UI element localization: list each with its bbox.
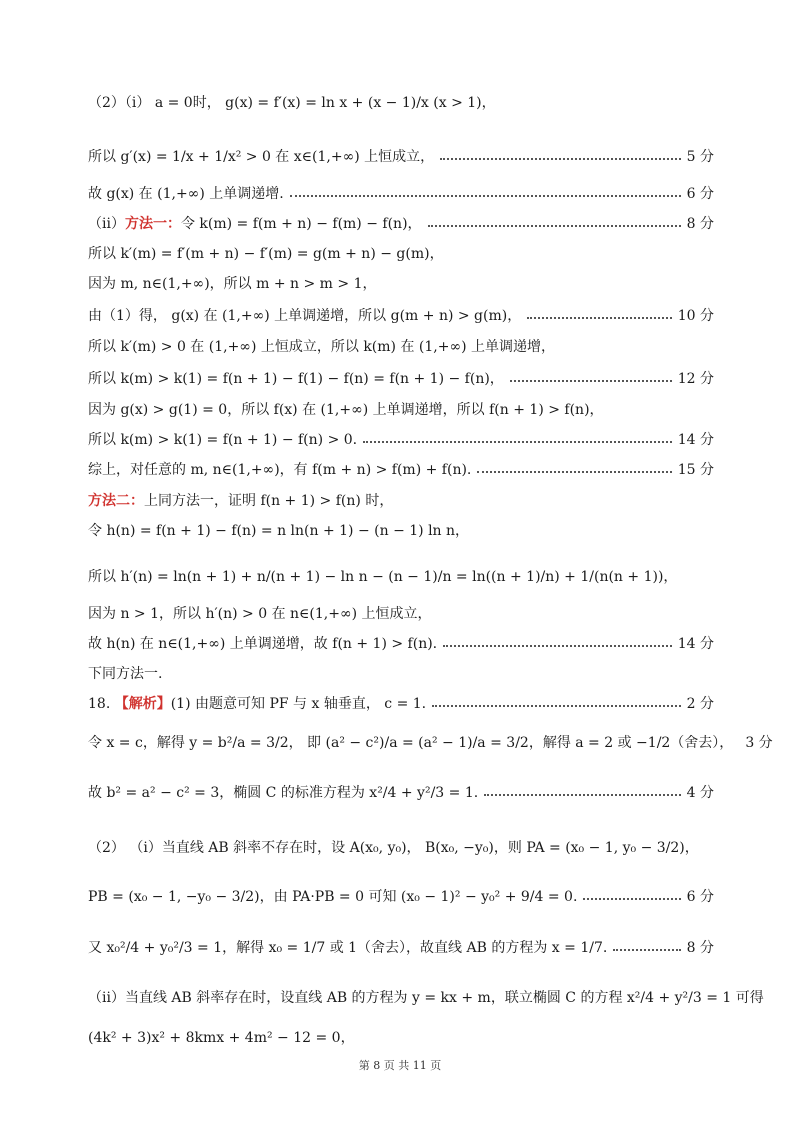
solution-line	[88, 607, 714, 621]
line-text	[88, 570, 677, 584]
dot-leader	[477, 471, 671, 473]
score-label: 12 分	[677, 371, 714, 387]
line-text	[88, 786, 478, 800]
line-text	[88, 1031, 355, 1045]
solution-line	[88, 277, 714, 291]
line-body: （2） （i）当直线 AB 斜率不存在时，设 A(x₀, y₀)， B(x₀, −y₀)，则 PA = (x₀ − 1, y₀ − 3/2)，	[88, 840, 699, 856]
solution-line	[88, 841, 714, 855]
solution-line	[88, 403, 714, 417]
solution-line	[88, 372, 714, 386]
line-body: (4k² + 3)x² + 8kmx + 4m² − 12 = 0，	[88, 1030, 355, 1046]
line-body: 所以 k′(m) > 0 在 (1,+∞) 上恒成立，所以 k(m) 在 (1,+∞) 上单调递增，	[88, 339, 556, 355]
line-body: 又 x₀²/4 + y₀²/3 = 1，解得 x₀ = 1/7 或 1（舍去），故直线 AB 的方程为 x = 1/7.	[88, 940, 608, 956]
dot-leader	[363, 441, 672, 443]
solution-line	[88, 187, 714, 201]
line-text	[88, 463, 471, 477]
solution-line	[88, 494, 714, 508]
line-body: (1) 由题意可知 PF 与 x 轴垂直， c = 1.	[170, 696, 427, 712]
line-text	[88, 403, 604, 417]
dot-leader	[440, 158, 680, 160]
line-text	[88, 247, 444, 261]
method-label: 方法二：	[88, 493, 144, 509]
line-text	[88, 736, 733, 750]
line-body: 令 h(n) = f(n + 1) − f(n) = n ln(n + 1) − (n − 1) ln n，	[88, 523, 470, 539]
line-text	[88, 309, 521, 323]
solution-line	[88, 463, 714, 477]
solution-line	[88, 150, 714, 164]
line-body: 故 g(x) 在 (1,+∞) 上单调递增.	[88, 186, 284, 202]
score-label: 8 分	[686, 216, 714, 232]
solution-line	[88, 786, 714, 800]
dot-leader	[484, 794, 680, 796]
score-label: 10 分	[677, 308, 714, 324]
score-label: 6 分	[686, 186, 714, 202]
solution-line	[88, 1031, 714, 1045]
line-body: 上同方法一，证明 f(n + 1) > f(n) 时，	[144, 493, 394, 509]
line-body: 所以 k′(m) = f′(m + n) − f′(m) = g(m + n) − g(m)，	[88, 246, 444, 262]
line-text	[88, 524, 469, 538]
score-label: 5 分	[686, 149, 714, 165]
line-prefix: 18.	[88, 696, 115, 712]
line-text	[88, 991, 764, 1005]
dot-leader	[432, 705, 681, 707]
line-text	[88, 841, 699, 855]
line-text	[88, 494, 393, 508]
score-label: 14 分	[677, 636, 714, 652]
score-label: 8 分	[686, 940, 714, 956]
score-label: 6 分	[686, 889, 714, 905]
line-body: 因为 g(x) > g(1) = 0，所以 f(x) 在 (1,+∞) 上单调递增，所以 f(n + 1) > f(n)，	[88, 402, 604, 418]
line-text	[88, 187, 284, 201]
dot-leader	[428, 225, 681, 227]
score-label: 3 分	[745, 735, 773, 751]
score-label: 2 分	[686, 696, 714, 712]
solution-line	[88, 340, 714, 354]
line-body: 因为 n > 1，所以 h′(n) > 0 在 n∈(1,+∞) 上恒成立，	[88, 606, 432, 622]
solution-line	[88, 570, 714, 584]
solution-line	[88, 941, 714, 955]
line-text	[88, 697, 426, 711]
line-body: 故 b² = a² − c² = 3，椭圆 C 的标准方程为 x²/4 + y²/3 = 1.	[88, 785, 479, 801]
line-body: （ii）当直线 AB 斜率存在时，设直线 AB 的方程为 y = kx + m，联立椭圆 C 的方程 x²/4 + y²/3 = 1 可得	[88, 990, 764, 1006]
line-body: 所以 k(m) > k(1) = f(n + 1) − f(1) − f(n) = f(n + 1) − f(n)，	[88, 371, 504, 387]
solution-line	[88, 524, 714, 538]
solution-line	[88, 890, 714, 904]
page-footer: 第 8 页 共 11 页	[358, 1059, 442, 1072]
line-text	[88, 277, 377, 291]
line-body: 由（1）得， g(x) 在 (1,+∞) 上单调递增，所以 g(m + n) > g(m)，	[88, 308, 522, 324]
line-body: 所以 k(m) > k(1) = f(n + 1) − f(n) > 0.	[88, 432, 358, 448]
line-body: 令 x = c，解得 y = b²/a = 3/2， 即 (a² − c²)/a = (a² − 1)/a = 3/2，解得 a = 2 或 −1/2（舍去），	[88, 735, 734, 751]
solution-line	[88, 637, 714, 651]
solution-line	[88, 667, 714, 681]
dot-leader	[613, 949, 680, 951]
solution-line	[88, 990, 764, 1006]
line-body: 所以 h′(n) = ln(n + 1) + n/(n + 1) − ln n − (n − 1)/n = ln((n + 1)/n) + 1/(n(n + 1))，	[88, 569, 678, 585]
dot-leader	[527, 317, 672, 319]
line-text	[88, 372, 504, 386]
line-text	[88, 607, 432, 621]
line-body: 下同方法一.	[88, 666, 163, 682]
solution-line	[88, 433, 714, 447]
solution-line	[88, 697, 714, 711]
line-text	[88, 941, 607, 955]
solution-line	[88, 247, 714, 261]
solution-line	[88, 217, 714, 231]
line-text	[88, 96, 496, 110]
line-text	[88, 217, 422, 231]
dot-leader	[290, 195, 681, 197]
line-body: 故 h(n) 在 n∈(1,+∞) 上单调递增，故 f(n + 1) > f(n).	[88, 636, 438, 652]
solution-line	[88, 309, 714, 323]
line-body: PB = (x₀ − 1, −y₀ − 3/2)，由 PA·PB = 0 可知 (x₀ − 1)² − y₀² + 9/4 = 0.	[88, 889, 578, 905]
solution-line	[88, 96, 714, 110]
line-body: 令 k(m) = f(m + n) − f(m) − f(n)，	[180, 216, 422, 232]
dot-leader	[583, 898, 680, 900]
line-text	[88, 433, 357, 447]
method-label: 方法一：	[124, 216, 181, 232]
solution-line	[88, 735, 773, 751]
line-body: 综上，对任意的 m, n∈(1,+∞)，有 f(m + n) > f(m) + f(n).	[88, 462, 472, 478]
dot-leader	[510, 380, 672, 382]
line-text	[88, 150, 434, 164]
line-prefix: （ii）	[88, 216, 125, 232]
method-label: 【解析】	[114, 696, 171, 712]
line-text	[88, 340, 555, 354]
score-label: 15 分	[677, 462, 714, 478]
line-text	[88, 637, 437, 651]
line-body: 所以 g′(x) = 1/x + 1/x² > 0 在 x∈(1,+∞) 上恒成立，	[88, 149, 435, 165]
line-text	[88, 890, 577, 904]
dot-leader	[443, 645, 672, 647]
score-label: 4 分	[686, 785, 714, 801]
line-text	[88, 667, 162, 681]
line-body: 因为 m, n∈(1,+∞)，所以 m + n > m > 1，	[88, 276, 377, 292]
score-label: 14 分	[677, 432, 714, 448]
line-body: （2）（i） a = 0时， g(x) = f′(x) = ln x + (x − 1)/x (x > 1)，	[88, 95, 496, 111]
